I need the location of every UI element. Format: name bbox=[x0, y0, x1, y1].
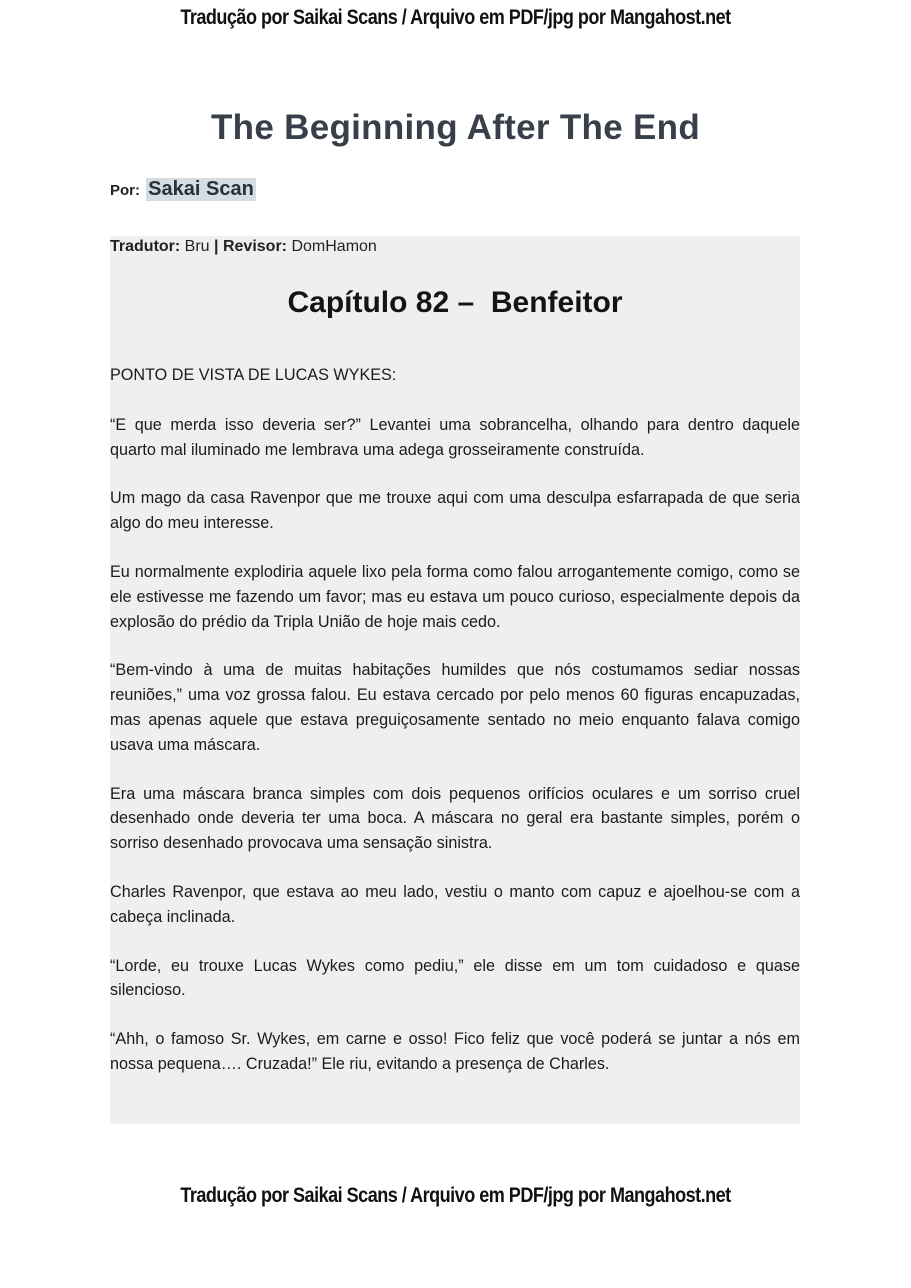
footer-banner: Tradução por Saikai Scans / Arquivo em PDF/jpg por Mangahost.net bbox=[180, 1184, 731, 1207]
author-name: Sakai Scan bbox=[148, 178, 254, 200]
byline bbox=[110, 178, 256, 201]
chapter-title: Capítulo 82 – Benfeitor bbox=[287, 286, 623, 319]
book-title: The Beginning After The End bbox=[210, 108, 700, 147]
paragraph: Eu normalmente explodiria aquele lixo pela forma como falou arrogantemente comigo, como se ele estivesse me fazendo um favor; mas eu estava um pouco curioso, especialmente depois da explosão do prédio da Tripla União de hoje mais cedo. bbox=[110, 562, 800, 631]
paragraph: Charles Ravenpor, que estava ao meu lado, vestiu o manto com capuz e ajoelhou-se com a cabeça inclinada. bbox=[110, 882, 800, 926]
paragraph: “E que merda isso deveria ser?” Levantei uma sobrancelha, olhando para dentro daquele quarto mal iluminado me lembrava uma adega grosseiramente construída. bbox=[110, 415, 800, 459]
reviser-label: Revisor: bbox=[222, 238, 287, 255]
credits-separator: | bbox=[214, 238, 219, 255]
paragraph: Um mago da casa Ravenpor que me trouxe aqui com uma desculpa esfarrapada de que seria algo do meu interesse. bbox=[110, 489, 800, 533]
translator-name: Bru bbox=[184, 238, 210, 255]
paragraph: “Bem-vindo à uma de muitas habitações humildes que nós costumamos sediar nossas reuniões,” uma voz grossa falou. Eu estava cercado por pelo menos 60 figuras encapuzadas, mas apenas aquele que estava preguiçosamente sentado no meio enquanto falava comigo usava uma máscara. bbox=[110, 661, 800, 754]
chapter-content bbox=[110, 236, 800, 1124]
chapter-body bbox=[110, 363, 800, 1101]
paragraph: Era uma máscara branca simples com dois pequenos orifícios oculares e um sorriso cruel desenhado onde deveria ter uma boca. A máscara no geral era bastante simples, porém o sorriso desenhado provocava uma sensação sinistra. bbox=[110, 784, 800, 853]
byline-label: Por: bbox=[110, 182, 140, 199]
paragraph: “Lorde, eu trouxe Lucas Wykes como pediu,” ele disse em um tom cuidadoso e quase silencioso. bbox=[110, 956, 800, 1000]
credits-line bbox=[110, 238, 377, 256]
translator-label: Tradutor: bbox=[110, 238, 181, 255]
paragraph: PONTO DE VISTA DE LUCAS WYKES: bbox=[110, 366, 397, 384]
reviser-name: DomHamon bbox=[291, 238, 377, 255]
header-banner: Tradução por Saikai Scans / Arquivo em PDF/jpg por Mangahost.net bbox=[180, 6, 731, 29]
paragraph: “Ahh, o famoso Sr. Wykes, em carne e osso! Fico feliz que você poderá se juntar a nós em nossa pequena…. Cruzada!” Ele riu, evitando a presença de Charles. bbox=[110, 1030, 800, 1073]
